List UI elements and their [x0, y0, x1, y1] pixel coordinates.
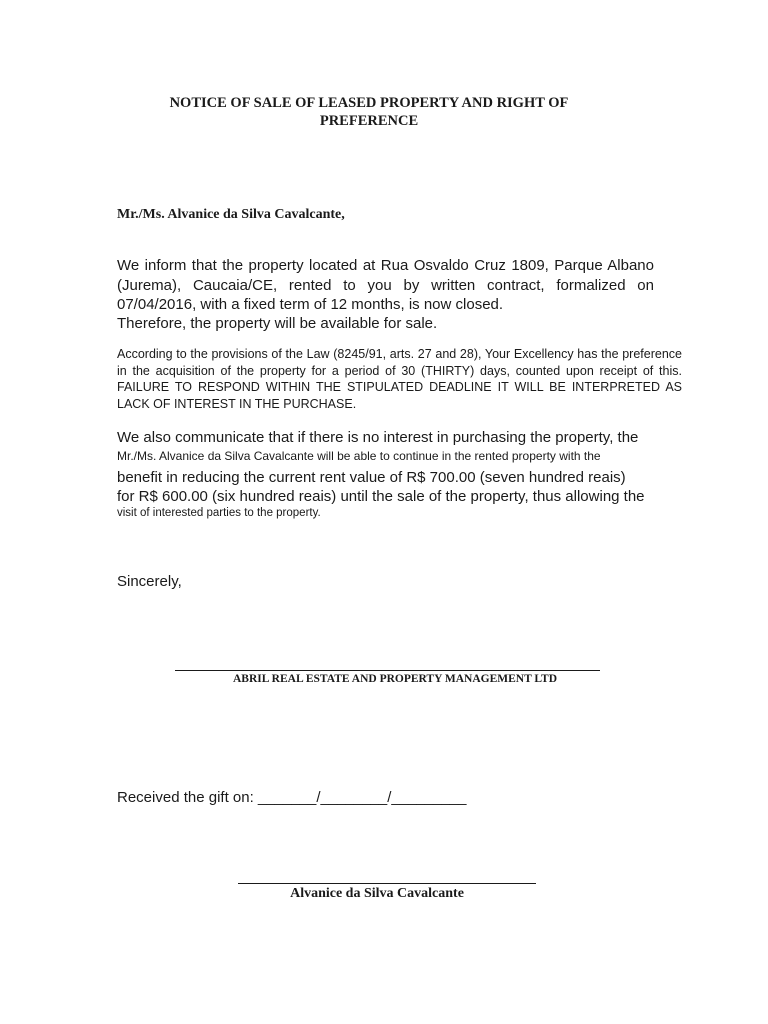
- company-signature-name: ABRIL REAL ESTATE AND PROPERTY MANAGEMENT LTD: [233, 673, 557, 685]
- paragraph-no-interest-line-3: benefit in reducing the current rent value of R$ 700.00 (seven hundred reais): [117, 469, 626, 486]
- closing: Sincerely,: [117, 573, 182, 590]
- paragraph-no-interest-line-1: We also communicate that if there is no interest in purchasing the property, the: [117, 429, 639, 446]
- paragraph-no-interest-line-4: for R$ 600.00 (six hundred reais) until the sale of the property, thus allowing the: [117, 488, 645, 505]
- tenant-signature-name: Alvanice da Silva Cavalcante: [290, 886, 464, 901]
- paragraph-no-interest-line-2: Mr./Ms. Alvanice da Silva Cavalcante will be able to continue in the rented property with the: [117, 449, 601, 463]
- paragraph-notice-availability: Therefore, the property will be available for sale.: [117, 315, 438, 332]
- salutation: Mr./Ms. Alvanice da Silva Cavalcante,: [117, 207, 345, 222]
- document-title: [140, 94, 598, 130]
- tenant-signature-line: [238, 883, 536, 884]
- company-signature-line: [175, 670, 600, 671]
- paragraph-notice: [117, 256, 654, 315]
- title-line-1: NOTICE OF SALE OF LEASED PROPERTY AND RIGHT OF: [169, 95, 569, 111]
- received-date-line: Received the gift on: _______/________/_________: [117, 789, 467, 806]
- title-line-2: PREFERENCE: [319, 113, 419, 129]
- paragraph-notice-text: We inform that the property located at Rua Osvaldo Cruz 1809, Parque Albano (Jurema), Caucaia/CE, rented to you by written contract, formalized on 07/04/2016, with a fixed term of 12 months, is now closed.: [117, 257, 654, 313]
- paragraph-no-interest-line-5: visit of interested parties to the property.: [117, 507, 321, 519]
- paragraph-preference: According to the provisions of the Law (8245/91, arts. 27 and 28), Your Excellency has the preference in the acquisition of the property for a period of 30 (THIRTY) days, counted upon receipt of this. FAILURE TO RESPOND WITHIN THE STIPULATED DEADLINE IT WILL BE INTERPRETED AS LACK OF INTEREST IN THE PURCHASE.: [117, 347, 682, 411]
